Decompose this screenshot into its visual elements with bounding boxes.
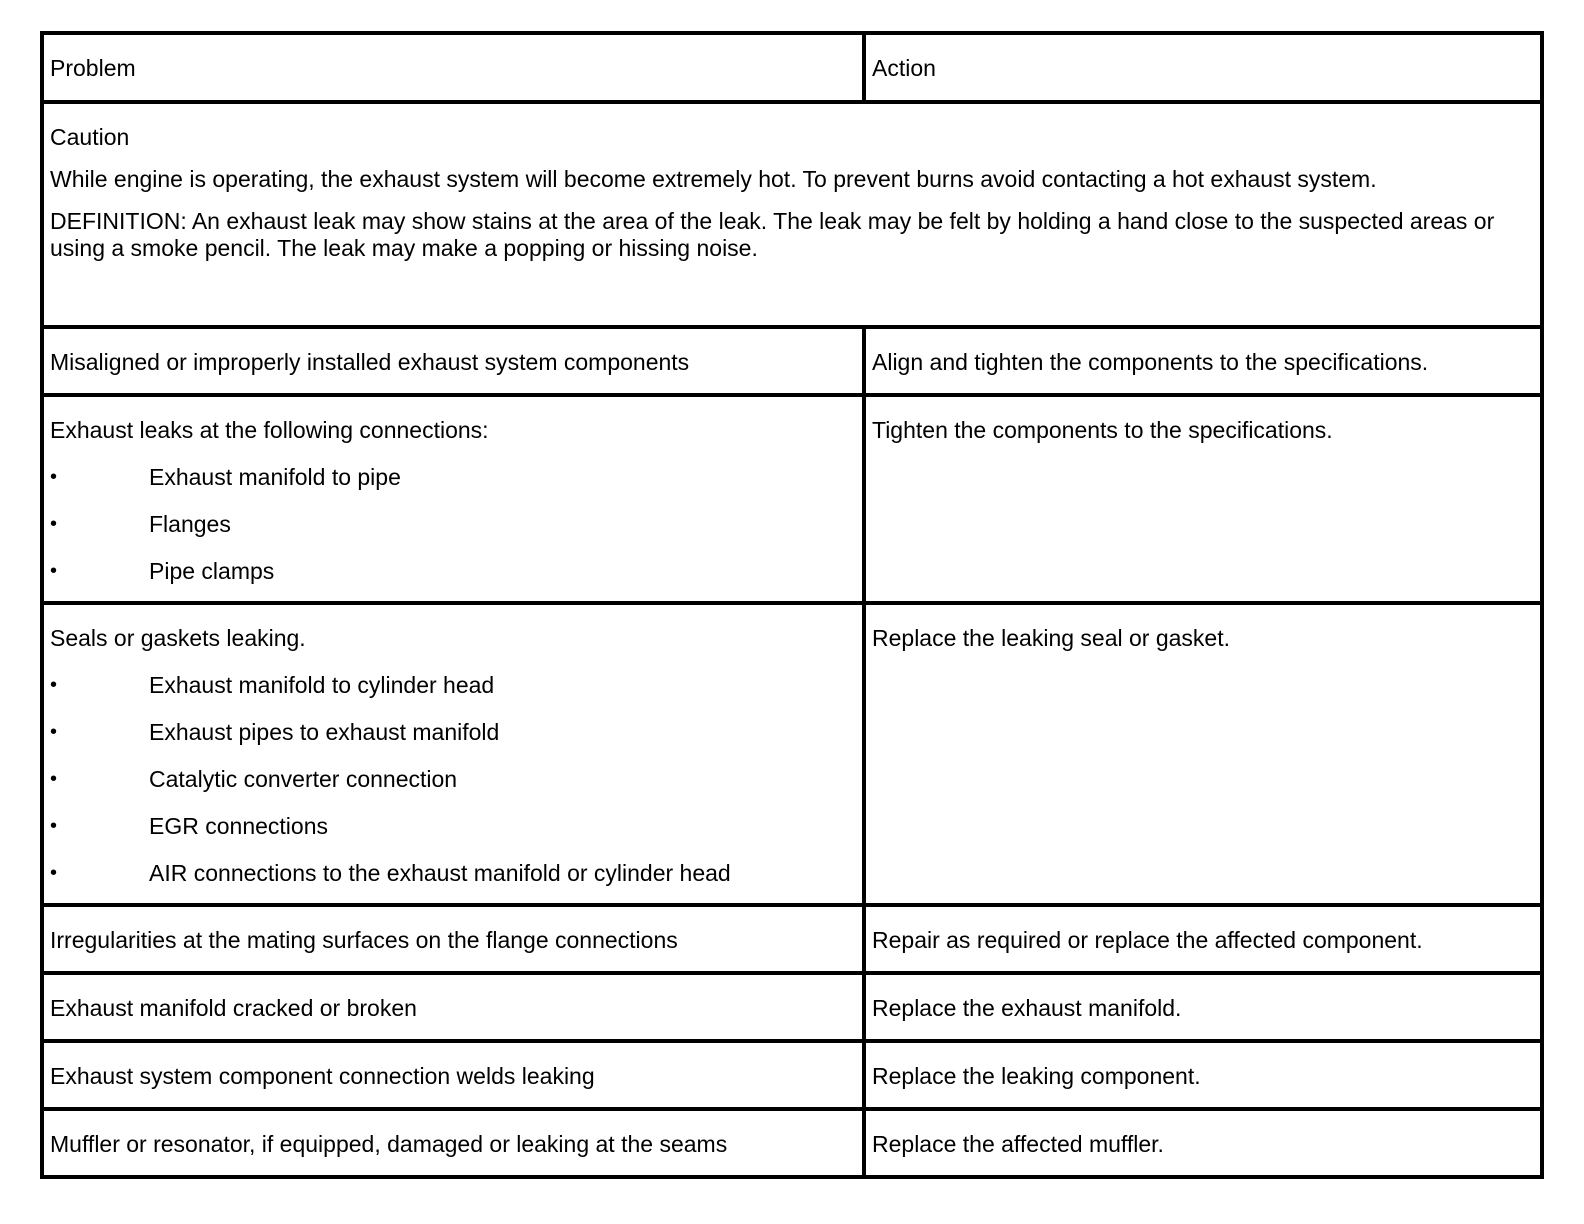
- action-cell: Align and tighten the components to the specifications.: [864, 327, 1542, 395]
- list-item: • Catalytic converter connection: [50, 766, 458, 792]
- table-row: [42, 603, 1542, 905]
- bullet-icon: •: [50, 560, 58, 582]
- problem-header-label: Problem: [50, 55, 136, 81]
- action-cell: Tighten the components to the specifications.: [864, 395, 1542, 603]
- problem-cell: Exhaust manifold cracked or broken: [42, 973, 864, 1041]
- table-row: [42, 395, 1542, 603]
- diagnostic-table: [40, 31, 1544, 1179]
- problem-cell: Muffler or resonator, if equipped, damaged or leaking at the seams: [42, 1109, 864, 1177]
- caution-row: [42, 102, 1542, 327]
- problem-cell: Exhaust system component connection welds leaking: [42, 1041, 864, 1109]
- problem-cell: Seals or gaskets leaking. • Exhaust manifold to cylinder head • Exhaust pipes to exhaust manifold • Catalytic converter connection • EGR connections • AIR connections to the exhaust manifold or cylinder head: [42, 603, 864, 905]
- list-item: • Flanges: [50, 511, 231, 537]
- caution-cell: [42, 102, 1542, 327]
- list-item: • AIR connections to the exhaust manifold or cylinder head: [50, 860, 731, 886]
- caution-definition: DEFINITION: An exhaust leak may show stains at the area of the leak. The leak may be felt by holding a hand close to the suspected areas or using a smoke pencil. The leak may make a popping or hissing noise.: [50, 208, 1495, 261]
- bullet-icon: •: [50, 674, 58, 696]
- bullet-icon: •: [50, 466, 58, 488]
- bullet-icon: •: [50, 721, 58, 743]
- list-item: • Pipe clamps: [50, 558, 275, 584]
- action-cell: Replace the leaking seal or gasket.: [864, 603, 1542, 905]
- bullet-list: [50, 672, 856, 887]
- bullet-icon: •: [50, 862, 58, 884]
- bullet-icon: •: [50, 815, 58, 837]
- list-item: • EGR connections: [50, 813, 328, 839]
- header-row: [42, 33, 1542, 102]
- action-cell: Replace the affected muffler.: [864, 1109, 1542, 1177]
- action-cell: Replace the leaking component.: [864, 1041, 1542, 1109]
- bullet-list: [50, 464, 856, 585]
- table-row: [42, 1041, 1542, 1109]
- caution-title: Caution: [50, 124, 130, 150]
- list-item: • Exhaust pipes to exhaust manifold: [50, 719, 500, 745]
- problem-cell: Irregularities at the mating surfaces on the flange connections: [42, 905, 864, 973]
- problem-column-header: [42, 33, 864, 102]
- caution-warning: While engine is operating, the exhaust system will become extremely hot. To prevent burns avoid contacting a hot exhaust system.: [50, 166, 1377, 192]
- table-row: [42, 327, 1542, 395]
- list-item: • Exhaust manifold to pipe: [50, 464, 401, 490]
- problem-cell: Misaligned or improperly installed exhaust system components: [42, 327, 864, 395]
- problem-cell: Exhaust leaks at the following connections: • Exhaust manifold to pipe • Flanges • Pipe clamps: [42, 395, 864, 603]
- bullet-icon: •: [50, 768, 58, 790]
- bullet-icon: •: [50, 513, 58, 535]
- table-row: [42, 1109, 1542, 1177]
- list-item: • Exhaust manifold to cylinder head: [50, 672, 495, 698]
- action-header-label: Action: [872, 55, 936, 81]
- action-column-header: [864, 33, 1542, 102]
- table-row: [42, 905, 1542, 973]
- action-cell: Repair as required or replace the affected component.: [864, 905, 1542, 973]
- action-cell: Replace the exhaust manifold.: [864, 973, 1542, 1041]
- table-row: [42, 973, 1542, 1041]
